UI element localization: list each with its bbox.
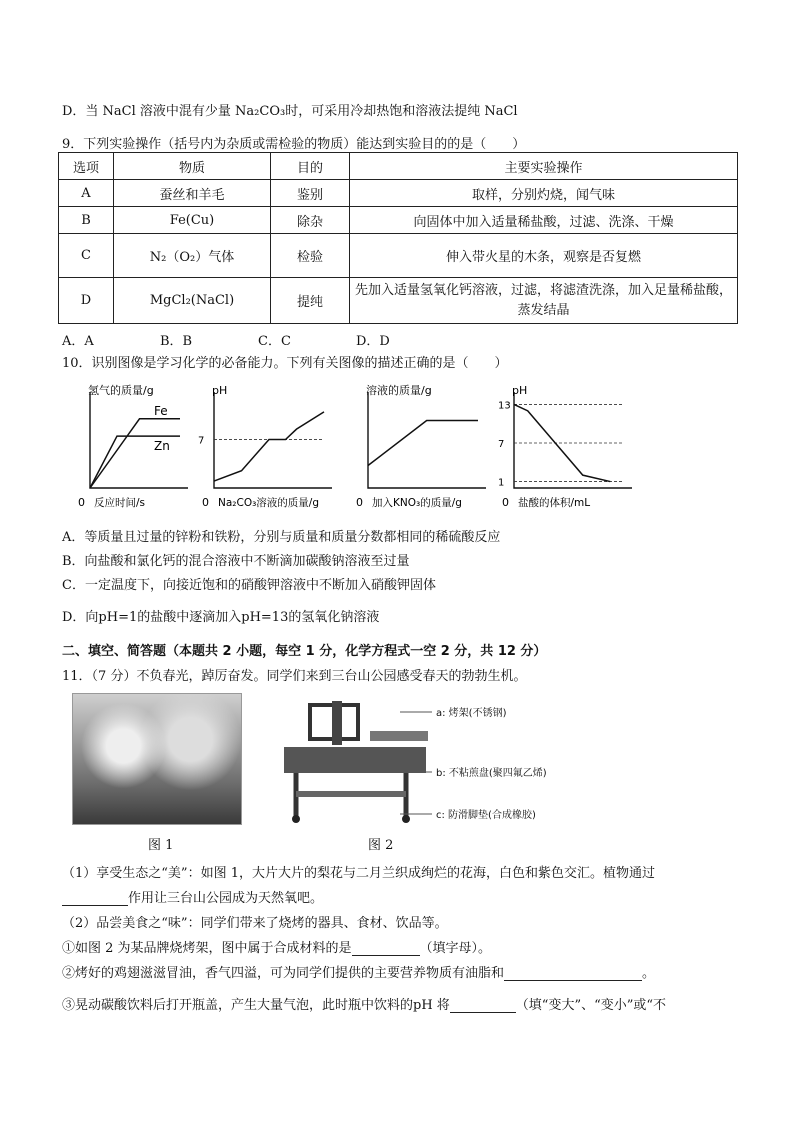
series-label: Zn (154, 439, 170, 454)
table-row (59, 207, 738, 234)
y-tick-label: 1 (498, 477, 505, 489)
q11-intro: 11．（7 分）不负春光，踔厉奋发。同学们来到三台山公园感受春天的勃勃生机。 (62, 669, 527, 684)
table-header-row (59, 153, 738, 180)
table-row (59, 180, 738, 207)
table-header: 主要实验操作 (350, 153, 738, 180)
figure-1-caption: 图 1 (148, 838, 174, 853)
q9-question: 9．下列实验操作（括号内为杂质或需检验的物质）能达到实验目的的是（ ） (62, 137, 526, 152)
graph-4 (494, 378, 644, 518)
series-line (214, 412, 324, 481)
q11-sub2-line (62, 962, 655, 981)
x-axis-label: 加入KNO₃的质量/g (372, 497, 462, 509)
table-cell: MgCl₂(NaCl) (114, 278, 271, 324)
table-cell: 蚕丝和羊毛 (114, 180, 271, 207)
y-tick-label: 13 (498, 400, 511, 412)
table-cell: 取样，分别灼烧，闻气味 (350, 180, 738, 207)
table-cell: A (59, 180, 114, 207)
section-title: 二、填空、简答题（本题共 2 小题，每空 1 分，化学方程式一空 2 分，共 12 分） (62, 644, 547, 659)
table-cell: N₂（O₂）气体 (114, 234, 271, 278)
graph-2 (196, 378, 356, 518)
axis-lines (90, 392, 188, 488)
q11-sub1-a: ①如图 2 为某品牌烧烤架，图中属于合成材料的是 (62, 941, 352, 956)
choice-c[interactable]: C．C (258, 334, 291, 349)
y-axis-label: pH (212, 384, 228, 397)
q11-sub2-b: 。 (642, 966, 656, 981)
x-axis-label: 盐酸的体积/mL (518, 497, 591, 509)
table-cell: B (59, 207, 114, 234)
q11-sub3-b: （填“变大”、“变小”或“不 (515, 998, 667, 1013)
figure-2-caption: 图 2 (368, 838, 394, 853)
table-cell: D (59, 278, 114, 324)
table-cell: 检验 (271, 234, 350, 278)
table-cell: 先加入适量氢氧化钙溶液，过滤，将滤渣洗涤，加入足量稀盐酸，蒸发结晶 (350, 278, 738, 324)
origin-label: 0 (202, 496, 209, 509)
series-line (90, 419, 180, 488)
q10-option-b: B．向盐酸和氯化钙的混合溶液中不断滴加碳酸钠溶液至过量 (62, 554, 410, 569)
origin-label: 0 (78, 496, 85, 509)
y-tick-label: 7 (198, 435, 205, 447)
origin-label: 0 (356, 496, 363, 509)
graph-1 (62, 378, 205, 518)
x-axis-label: 反应时间/s (94, 497, 146, 509)
answer-blank[interactable] (504, 968, 642, 981)
series-label: Fe (154, 403, 168, 418)
table-cell: 伸入带火星的木条，观察是否复燃 (350, 234, 738, 278)
table-header: 物质 (114, 153, 271, 180)
choice-d[interactable]: D．D (356, 334, 390, 349)
table-cell: 向固体中加入适量稀盐酸，过滤、洗涤、干燥 (350, 207, 738, 234)
y-tick-label: 7 (498, 439, 505, 450)
table-cell: 鉴别 (271, 180, 350, 207)
q11-sub1-b: （填字母）。 (419, 941, 492, 956)
q11-sub2-a: ②烤好的鸡翅滋滋冒油，香气四溢，可为同学们提供的主要营养物质有油脂和 (62, 966, 505, 981)
q11-part1-a: （1）享受生态之“美”：如图 1，大片大片的梨花与二月兰织成绚烂的花海，白色和紫色交汇。植物通过 (62, 866, 655, 881)
q9-choices (62, 330, 454, 349)
series-line (368, 421, 478, 466)
q11-part1-b-line (62, 887, 323, 906)
label-b: b: 不粘煎盘(聚四氟乙烯) (436, 768, 547, 779)
figure-2-leaders (400, 700, 440, 830)
table-cell: Fe(Cu) (114, 207, 271, 234)
axis-lines (514, 392, 632, 488)
q10-option-a: A．等质量且过量的锌粉和铁粉，分别与质量和质量分数都相同的稀硫酸反应 (62, 530, 501, 545)
choice-a[interactable]: A．A (62, 334, 94, 349)
q11-sub3-a: ③晃动碳酸饮料后打开瓶盖，产生大量气泡，此时瓶中饮料的pH 将 (62, 998, 450, 1013)
q8-option-d: D．当 NaCl 溶液中混有少量 Na₂CO₃时，可采用冷却热饱和溶液法提纯 NaCl (62, 104, 518, 119)
answer-blank[interactable] (450, 1000, 516, 1013)
table-header: 选项 (59, 153, 114, 180)
y-axis-label: 氢气的质量/g (88, 384, 154, 397)
q11-part1-b: 作用让三台山公园成为天然氧吧。 (128, 891, 324, 906)
answer-blank[interactable] (352, 943, 420, 956)
figure-1-photo (72, 693, 242, 825)
label-a: a: 烤架(不锈钢) (436, 708, 507, 719)
choice-b[interactable]: B．B (160, 334, 193, 349)
origin-label: 0 (502, 496, 509, 509)
label-c: c: 防滑脚垫(合成橡胶) (436, 810, 536, 821)
y-axis-label: pH (512, 384, 528, 397)
x-axis-label: Na₂CO₃溶液的质量/g (218, 497, 320, 509)
table-row (59, 234, 738, 278)
table-row (59, 278, 738, 324)
q11-part2: （2）品尝美食之“味”：同学们带来了烧烤的器具、食材、饮品等。 (62, 916, 448, 931)
table-cell: 提纯 (271, 278, 350, 324)
table-cell: 除杂 (271, 207, 350, 234)
table-header: 目的 (271, 153, 350, 180)
q11-sub3-line (62, 994, 666, 1013)
answer-blank[interactable] (62, 893, 128, 906)
q10-option-c: C．一定温度下，向接近饱和的硝酸钾溶液中不断加入硝酸钾固体 (62, 578, 436, 593)
y-axis-label: 溶液的质量/g (366, 384, 432, 397)
q11-sub1-line (62, 937, 491, 956)
q9-table (58, 152, 738, 324)
axis-lines (368, 392, 486, 488)
q10-option-d: D．向pH=1的盐酸中逐滴加入pH=13的氢氧化钠溶液 (62, 610, 380, 625)
q10-question: 10．识别图像是学习化学的必备能力。下列有关图像的描述正确的是（ ） (62, 356, 508, 371)
table-cell: C (59, 234, 114, 278)
